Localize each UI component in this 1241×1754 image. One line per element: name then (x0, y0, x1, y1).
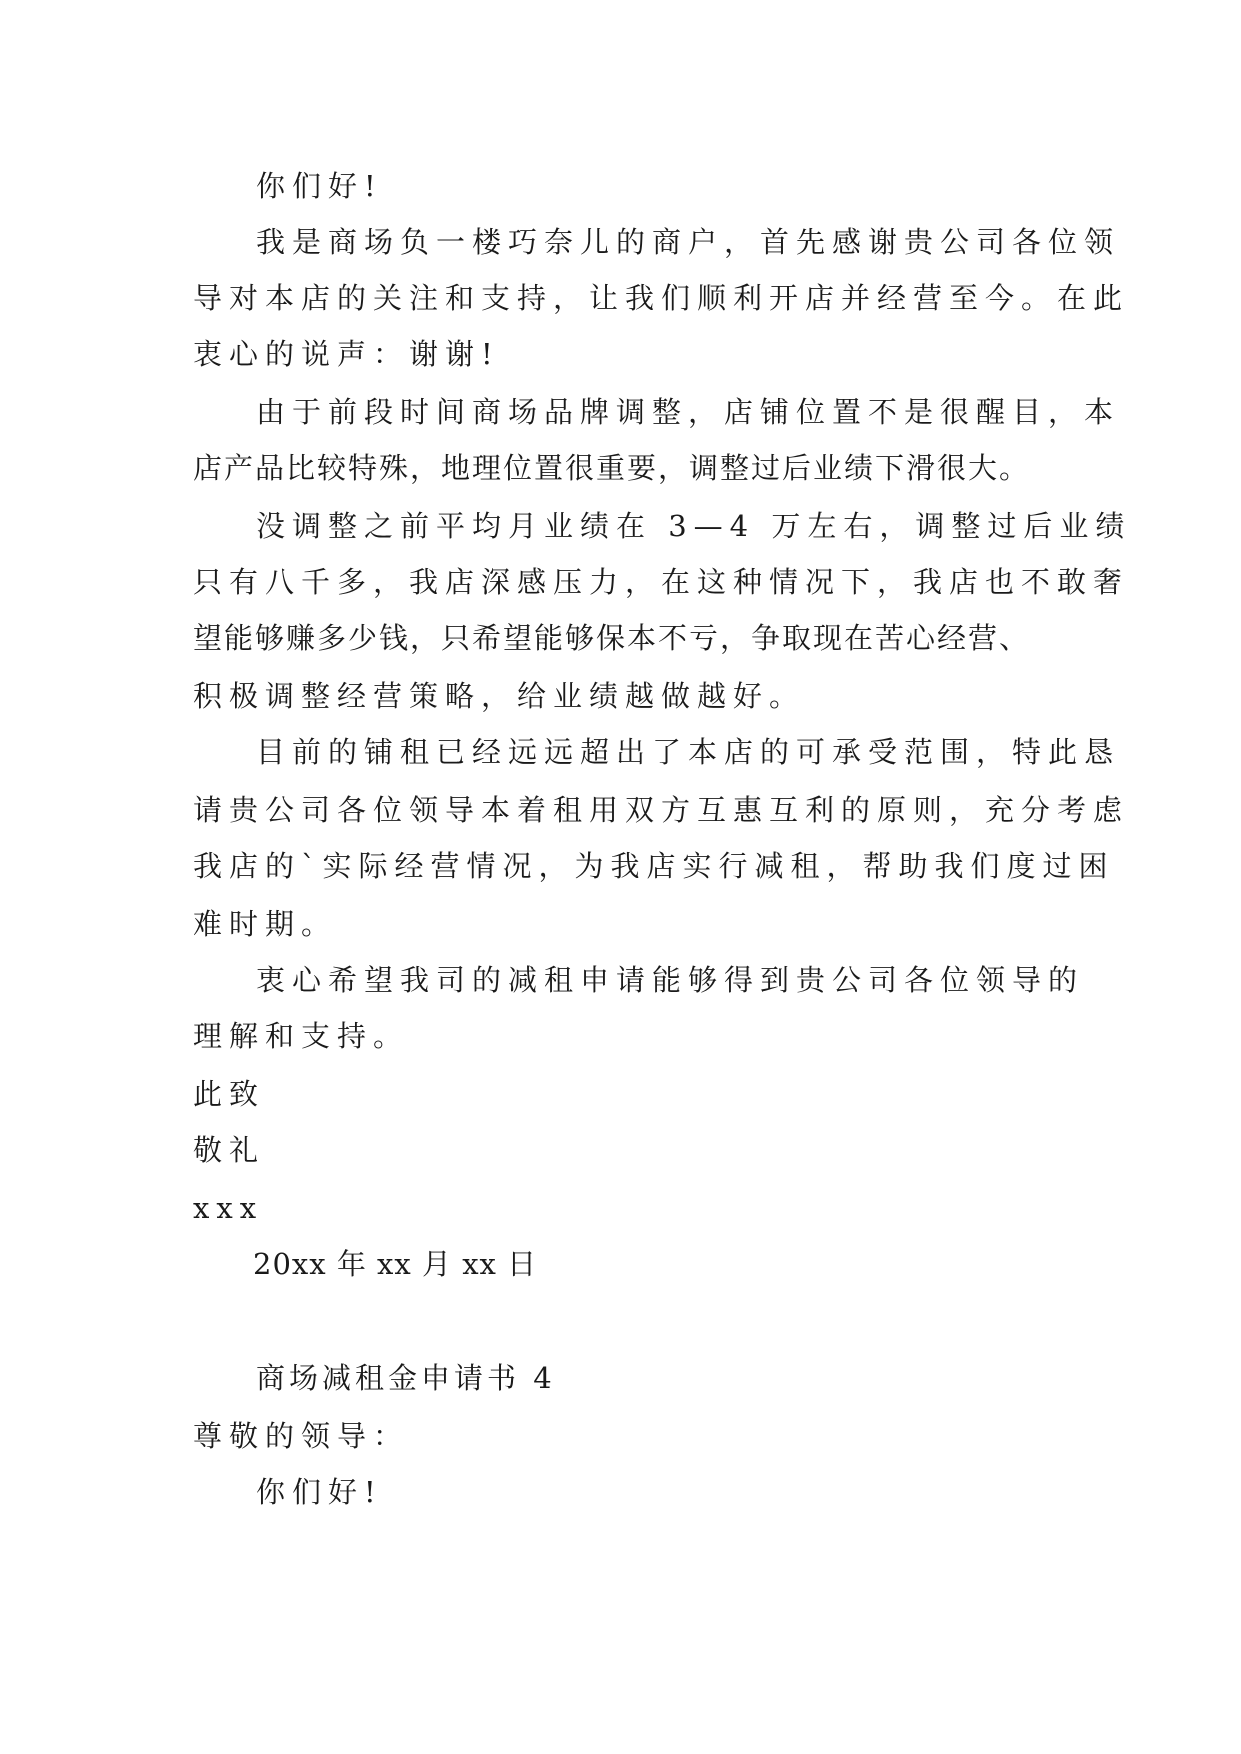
paragraph-1-line-1: 我是商场负一楼巧奈儿的商户，首先感谢贵公司各位领 (256, 225, 1121, 259)
paragraph-1-line-2: 导对本店的关注和支持，让我们顺利开店并经营至今。在此 (193, 281, 1130, 315)
closing-line-2: 敬礼 (193, 1133, 266, 1167)
paragraph-5-line-2: 理解和支持。 (193, 1019, 410, 1053)
paragraph-1-line-3: 衷心的说声：谢谢! (193, 337, 500, 371)
section-title: 商场减租金申请书 4 (256, 1361, 556, 1395)
salutation: 尊敬的领导： (193, 1419, 410, 1453)
paragraph-3-line-4: 积极调整经营策略，给业绩越做越好。 (193, 679, 806, 713)
date-line: 20xx 年 xx 月 xx 日 (253, 1247, 538, 1281)
paragraph-4-line-2: 请贵公司各位领导本着租用双方互惠互利的原则，充分考虑 (193, 793, 1130, 827)
signature: xxx (193, 1191, 264, 1225)
paragraph-3-line-3: 望能够赚多少钱，只希望能够保本不亏，争取现在苦心经营、 (193, 621, 1031, 655)
paragraph-3-line-1: 没调整之前平均月业绩在 3—4 万左右，调整过后业绩 (256, 509, 1132, 543)
paragraph-4-line-3: 我店的`实际经营情况，为我店实行减租，帮助我们度过困 (193, 849, 1115, 883)
paragraph-4-line-4: 难时期。 (193, 907, 338, 941)
greeting-line: 你们好! (256, 169, 383, 203)
paragraph-3-line-2: 只有八千多，我店深感压力，在这种情况下，我店也不敢奢 (193, 565, 1130, 599)
closing-line-1: 此致 (193, 1077, 266, 1111)
paragraph-2-line-1: 由于前段时间商场品牌调整，店铺位置不是很醒目，本 (256, 395, 1121, 429)
paragraph-4-line-1: 目前的铺租已经远远超出了本店的可承受范围，特此恳 (256, 735, 1121, 769)
paragraph-5-line-1: 衷心希望我司的减租申请能够得到贵公司各位领导的 (256, 963, 1085, 997)
paragraph-2-line-2: 店产品比较特殊，地理位置很重要，调整过后业绩下滑很大。 (193, 451, 1031, 485)
greeting-line-2: 你们好! (256, 1475, 383, 1509)
